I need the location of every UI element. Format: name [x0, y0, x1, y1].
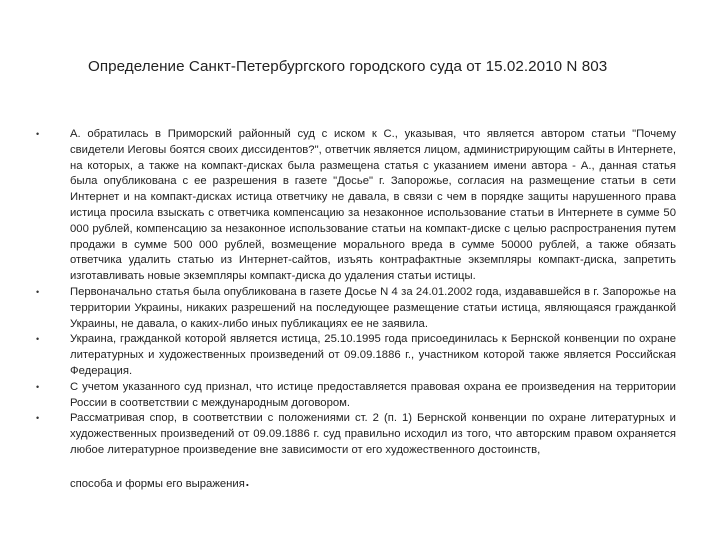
- page-title: Определение Санкт-Петербургского городского суда от 15.02.2010 N 803: [88, 58, 608, 75]
- list-item: [36, 380, 676, 412]
- list-item-text: С учетом указанного суд признал, что истице предоставляется правовая охрана ее произведения на территории России в соответствии с международным договором.: [70, 380, 676, 409]
- list-item: [36, 332, 676, 379]
- bullet-icon: •: [36, 413, 40, 424]
- bullet-icon: •: [36, 129, 40, 139]
- list-item: [36, 127, 676, 285]
- list-item-text: Первоначально статья была опубликована в газете Досье N 4 за 24.01.2002 года, издававшейся в г. Запорожье на территории Украины, никаких разрешений на последующее размещение статьи истица, являющаяся гражданкой Украины, не давала, о каких-либо иных публикациях ее не заявила.: [70, 285, 676, 330]
- continuation-text-body: способа и формы его выражения: [70, 478, 245, 490]
- bullet-list: [36, 127, 676, 459]
- continuation-text: [70, 472, 250, 492]
- bullet-icon: •: [36, 381, 40, 392]
- list-item: [36, 411, 676, 458]
- list-item-text: Рассматривая спор, в соответствии с положениями ст. 2 (п. 1) Бернской конвенции по охране литературных и художественных произведений от 09.09.1886 г. суд правильно исходил из того, что авторским правом охраняется любое литературное произведение вне зависимости от его художественного достоинств,: [70, 412, 676, 456]
- bullet-icon: •: [36, 286, 40, 297]
- list-item-text: А. обратилась в Приморский районный суд с иском к С., указывая, что является автором статьи "Почему свидетели Иеговы боятся своих диссидентов?", ответчик является лицом, администрирующим сайты в Интернете, на которых, а также на компакт-дисках была размещена статья с указанием имени автора - А., данная статья была опубликована с ее разрешения в газете "Досье" г. Запорожье, согласия на размещение статьи в сети Интернет и на компакт-дисках истица ответчику не давала, в связи с чем в порядке защиты нарушенного права истица просила взыскать с ответчика компенсацию за незаконное использование статьи в Интернете в сумме 50 000 рублей, компенсацию за незаконное использование статьи на компакт-диске с целью распространения путем продажи в сумме 500 000 рублей, возмещение морального вреда в сумме 50000 рублей, а также обязать ответчика удалить статью из Интернет-сайтов, изъять контрафактные экземпляры компакт-диска, запретить изготавливать новые экземпляры компакт-диска до удаления статьи истицы.: [70, 128, 676, 283]
- continuation-period: .: [244, 470, 250, 490]
- bullet-icon: •: [36, 334, 40, 345]
- list-item: [36, 285, 676, 332]
- list-item-text: Украина, гражданкой которой является истица, 25.10.1995 года присоединилась к Бернской конвенции по охране литературных и художественных произведений от 09.09.1886 г., участником которой также является Российская Федерация.: [70, 333, 676, 377]
